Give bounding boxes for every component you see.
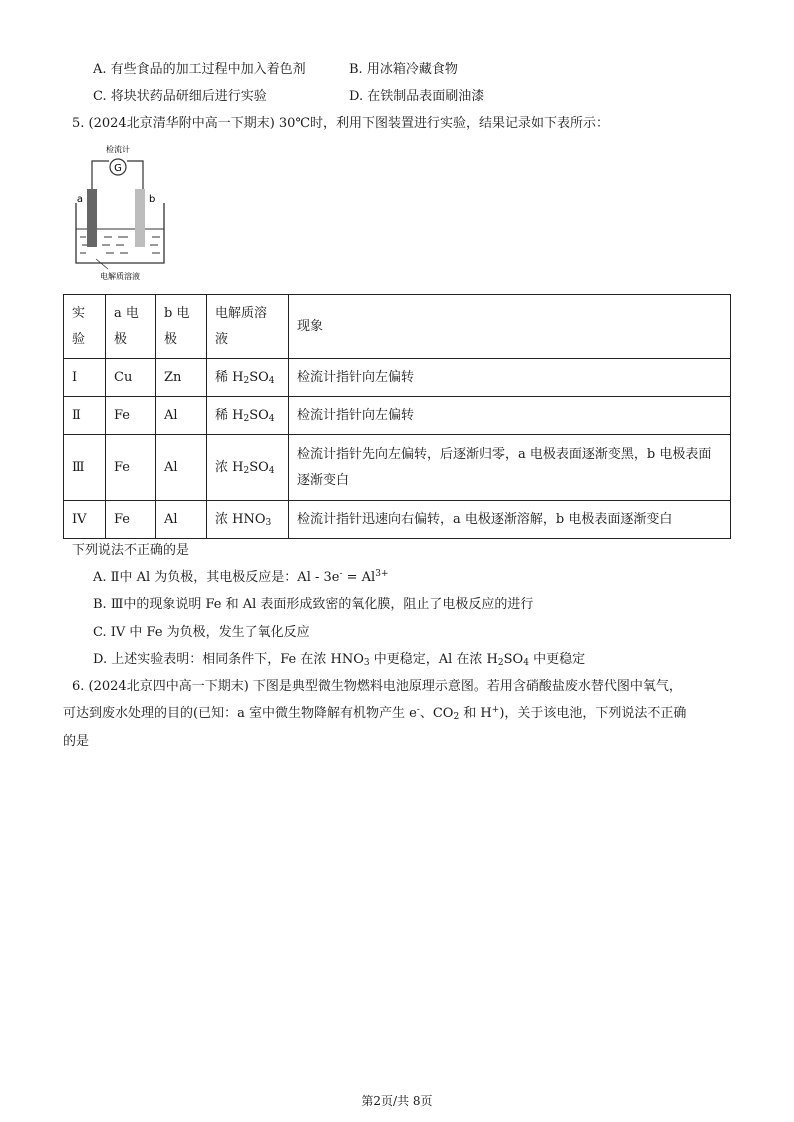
q5-option-b: B. Ⅲ中的现象说明 Fe 和 Al 表面形成致密的氧化膜，阻止了电极反应的进行 <box>93 597 534 612</box>
q4-option-a: A. 有些食品的加工过程中加入着色剂 <box>93 62 306 77</box>
cell-a: Fe <box>106 501 156 539</box>
cell-phenomenon: 检流计指针先向左偏转，后逐渐归零，a 电极表面逐渐变黑，b 电极表面逐渐变白 <box>289 435 731 501</box>
cell-a: Fe <box>106 397 156 435</box>
table-row <box>64 359 731 397</box>
cell-a: Fe <box>106 435 156 501</box>
table-header-row <box>64 295 731 359</box>
galvanometer-label: 检流计 <box>106 145 130 154</box>
header-electrolyte: 电解质溶 液 <box>207 295 289 359</box>
q6-line2: 可达到废水处理的目的(已知：a 室中微生物降解有机物产生 e-、$CO_2$ 和 H+)，关于该电池，下列说法不正确 <box>63 705 687 722</box>
cell-exp: IV <box>64 501 106 539</box>
cell-solution: 浓 $HNO_3$ <box>207 501 289 539</box>
cell-phenomenon: 检流计指针向左偏转 <box>289 397 731 435</box>
cell-phenomenon: 检流计指针向左偏转 <box>289 359 731 397</box>
cell-solution: 稀 $H_2SO_4$ <box>207 359 289 397</box>
header-phenomenon: 现象 <box>289 295 731 359</box>
cell-b: Zn <box>156 359 207 397</box>
experiment-table <box>63 294 731 539</box>
electrode-b-label: b <box>149 194 156 205</box>
q5-option-a: A. Ⅱ中 Al 为负极，其电极反应是：$Al - 3e^- = Al^{3+}$ <box>93 569 389 585</box>
table-row <box>64 501 731 539</box>
q4-option-d: D. 在铁制品表面刷油漆 <box>349 89 485 104</box>
galvanometer-symbol: G <box>114 163 122 174</box>
q5-ask: 下列说法不正确的是 <box>72 543 190 558</box>
galvanic-cell-diagram <box>68 143 173 283</box>
cell-exp: Ⅲ <box>64 435 106 501</box>
cell-solution: 浓 $H_2SO_4$ <box>207 435 289 501</box>
cell-b: Al <box>156 435 207 501</box>
header-a-electrode: a 电 极 <box>106 295 156 359</box>
cell-solution: 稀 $H_2SO_4$ <box>207 397 289 435</box>
cell-exp: I <box>64 359 106 397</box>
solution-label: 电解质溶液 <box>100 272 140 281</box>
cell-a: Cu <box>106 359 156 397</box>
electrode-b <box>135 189 145 247</box>
page-footer: 第2页/共 8页 <box>361 1094 433 1108</box>
cell-exp: Ⅱ <box>64 397 106 435</box>
electrode-a <box>87 189 97 247</box>
cell-b: Al <box>156 397 207 435</box>
q6-line3: 的是 <box>63 734 90 749</box>
q4-option-c: C. 将块状药品研细后进行实验 <box>93 89 267 104</box>
q5-option-c: C. IV 中 Fe 为负极，发生了氧化反应 <box>93 625 310 640</box>
electrode-a-label: a <box>76 194 83 205</box>
q4-option-b: B. 用冰箱冷藏食物 <box>349 62 458 77</box>
table-row <box>64 435 731 501</box>
table-row <box>64 397 731 435</box>
header-b-electrode: b 电 极 <box>156 295 207 359</box>
q6-line1: 6. (2024北京四中高一下期末) 下图是典型微生物燃料电池原理示意图。若用含硝酸盐废水替代图中氧气， <box>72 679 682 694</box>
cell-phenomenon: 检流计指针迅速向右偏转，a 电极逐渐溶解，b 电极表面逐渐变白 <box>289 501 731 539</box>
q5-stem: 5. (2024北京清华附中高一下期末) 30℃时，利用下图装置进行实验，结果记录如下表所示： <box>72 116 609 131</box>
header-exp: 实 验 <box>64 295 106 359</box>
cell-b: Al <box>156 501 207 539</box>
q5-option-d: D. 上述实验表明：相同条件下，Fe 在浓 $HNO_3$ 中更稳定，Al 在浓 $H_2SO_4$ 中更稳定 <box>93 652 586 668</box>
